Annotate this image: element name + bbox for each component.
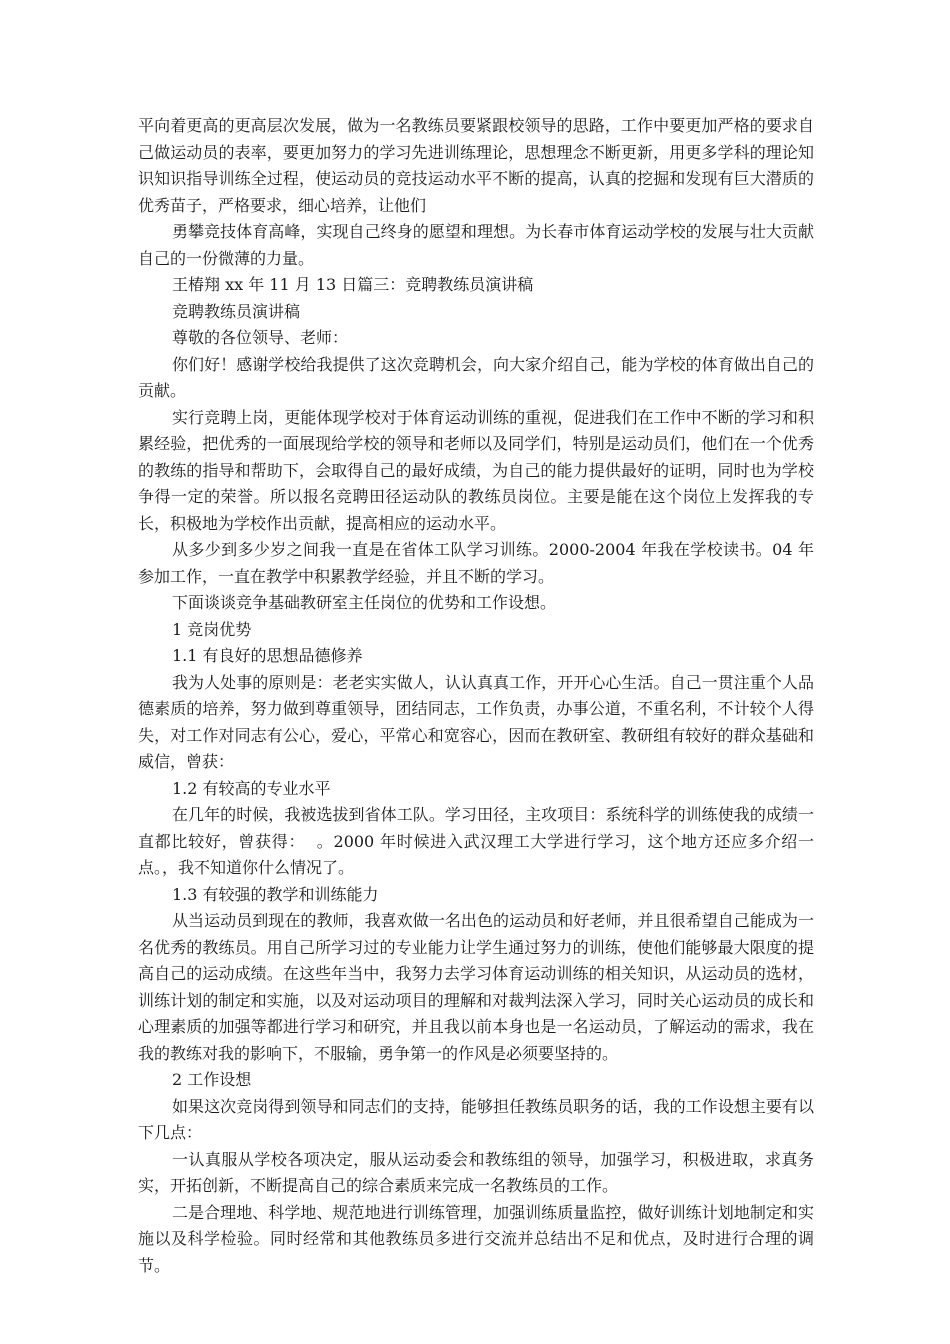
paragraph: 从多少到多少岁之间我一直是在省体工队学习训练。2000-2004 年我在学校读书。04 年参加工作，一直在教学中积累教学经验，并且不断的学习。 <box>138 540 814 586</box>
paragraph: 一认真服从学校各项决定，服从运动委会和教练组的领导，加强学习，积极进取，求真务实，开拓创新，不断提高自己的综合素质来完成一名教练员的工作。 <box>138 1149 814 1195</box>
paragraph: 你们好！感谢学校给我提供了这次竞聘机会，向大家介绍自己，能为学校的体育做出自己的贡献。 <box>138 354 814 400</box>
paragraph: 1.3 有较强的教学和训练能力 <box>172 884 379 904</box>
document-body <box>138 113 814 1279</box>
paragraph: 二是合理地、科学地、规范地进行训练管理，加强训练质量监控，做好训练计划地制定和实施以及科学检验。同时经常和其他教练员多进行交流并总结出不足和优点，及时进行合理的调节。 <box>138 1202 814 1275</box>
paragraph: 2 工作设想 <box>172 1070 252 1089</box>
paragraph: 1.2 有较高的专业水平 <box>172 778 331 798</box>
paragraph: 平向着更高的更高层次发展，做为一名教练员要紧跟校领导的思路，工作中要更加严格的要求自己做运动员的表率，要更加努力的学习先进训练理论，思想理念不断更新，用更多学科的理论知识知识指导训练全过程，使运动员的竞技运动水平不断的提高，认真的挖掘和发现有巨大潜质的优秀苗子，严格要求，细心培养，让他们 <box>138 116 814 215</box>
paragraph: 我为人处事的原则是：老老实实做人，认认真真工作，开开心心生活。自己一贯注重个人品德素质的培养，努力做到尊重领导，团结同志，工作负责，办事公道，不重名利，不计较个人得失，对工作对同志有公心，爱心，平常心和宽容心，因而在教研室、教研组有较好的群众基础和威信，曾获： <box>138 672 814 771</box>
paragraph: 实行竞聘上岗，更能体现学校对于体育运动训练的重视，促进我们在工作中不断的学习和积累经验，把优秀的一面展现给学校的领导和老师以及同学们，特别是运动员们，他们在一个优秀的教练的指导和帮助下，会取得自己的最好成绩，为自己的能力提供最好的证明，同时也为学校争得一定的荣誉。所以报名竞聘田径运动队的教练员岗位。主要是能在这个岗位上发挥我的专长，积极地为学校作出贡献，提高相应的运动水平。 <box>138 407 814 533</box>
paragraph: 勇攀竞技体育高峰，实现自己终身的愿望和理想。为长春市体育运动学校的发展与壮大贡献自己的一份微薄的力量。 <box>138 222 814 268</box>
paragraph: 1 竞岗优势 <box>172 619 252 639</box>
paragraph: 王椿翔 xx 年 11 月 13 日篇三：竞聘教练员演讲稿 <box>172 275 534 294</box>
paragraph: 在几年的时候，我被选拔到省体工队。学习田径，主攻项目：系统科学的训练使我的成绩一直都比较好，曾获得： 。2000 年时候进入武汉理工大学进行学习，这个地方还应多介绍一点。，我不知道你什么情况了。 <box>138 805 814 877</box>
paragraph: 1.1 有良好的思想品德修养 <box>172 646 363 665</box>
paragraph: 如果这次竞岗得到领导和同志们的支持，能够担任教练员职务的话，我的工作设想主要有以下几点： <box>138 1096 814 1142</box>
paragraph: 从当运动员到现在的教师，我喜欢做一名出色的运动员和好老师，并且很希望自己能成为一名优秀的教练员。用自己所学习过的专业能力让学生通过努力的训练，使他们能够最大限度的提高自己的运动成绩。在这些年当中，我努力去学习体育运动训练的相关知识，从运动员的选材，训练计划的制定和实施，以及对运动项目的理解和对裁判法深入学习，同时关心运动员的成长和心理素质的加强等都进行学习和研究，并且我以前本身也是一名运动员，了解运动的需求，我在我的教练对我的影响下，不服输，勇争第一的作风是必须要坚持的。 <box>138 911 814 1063</box>
paragraph: 尊敬的各位领导、老师： <box>172 328 349 347</box>
paragraph: 下面谈谈竞争基础教研室主任岗位的优势和工作设想。 <box>172 593 557 612</box>
paragraph: 竞聘教练员演讲稿 <box>172 301 301 321</box>
